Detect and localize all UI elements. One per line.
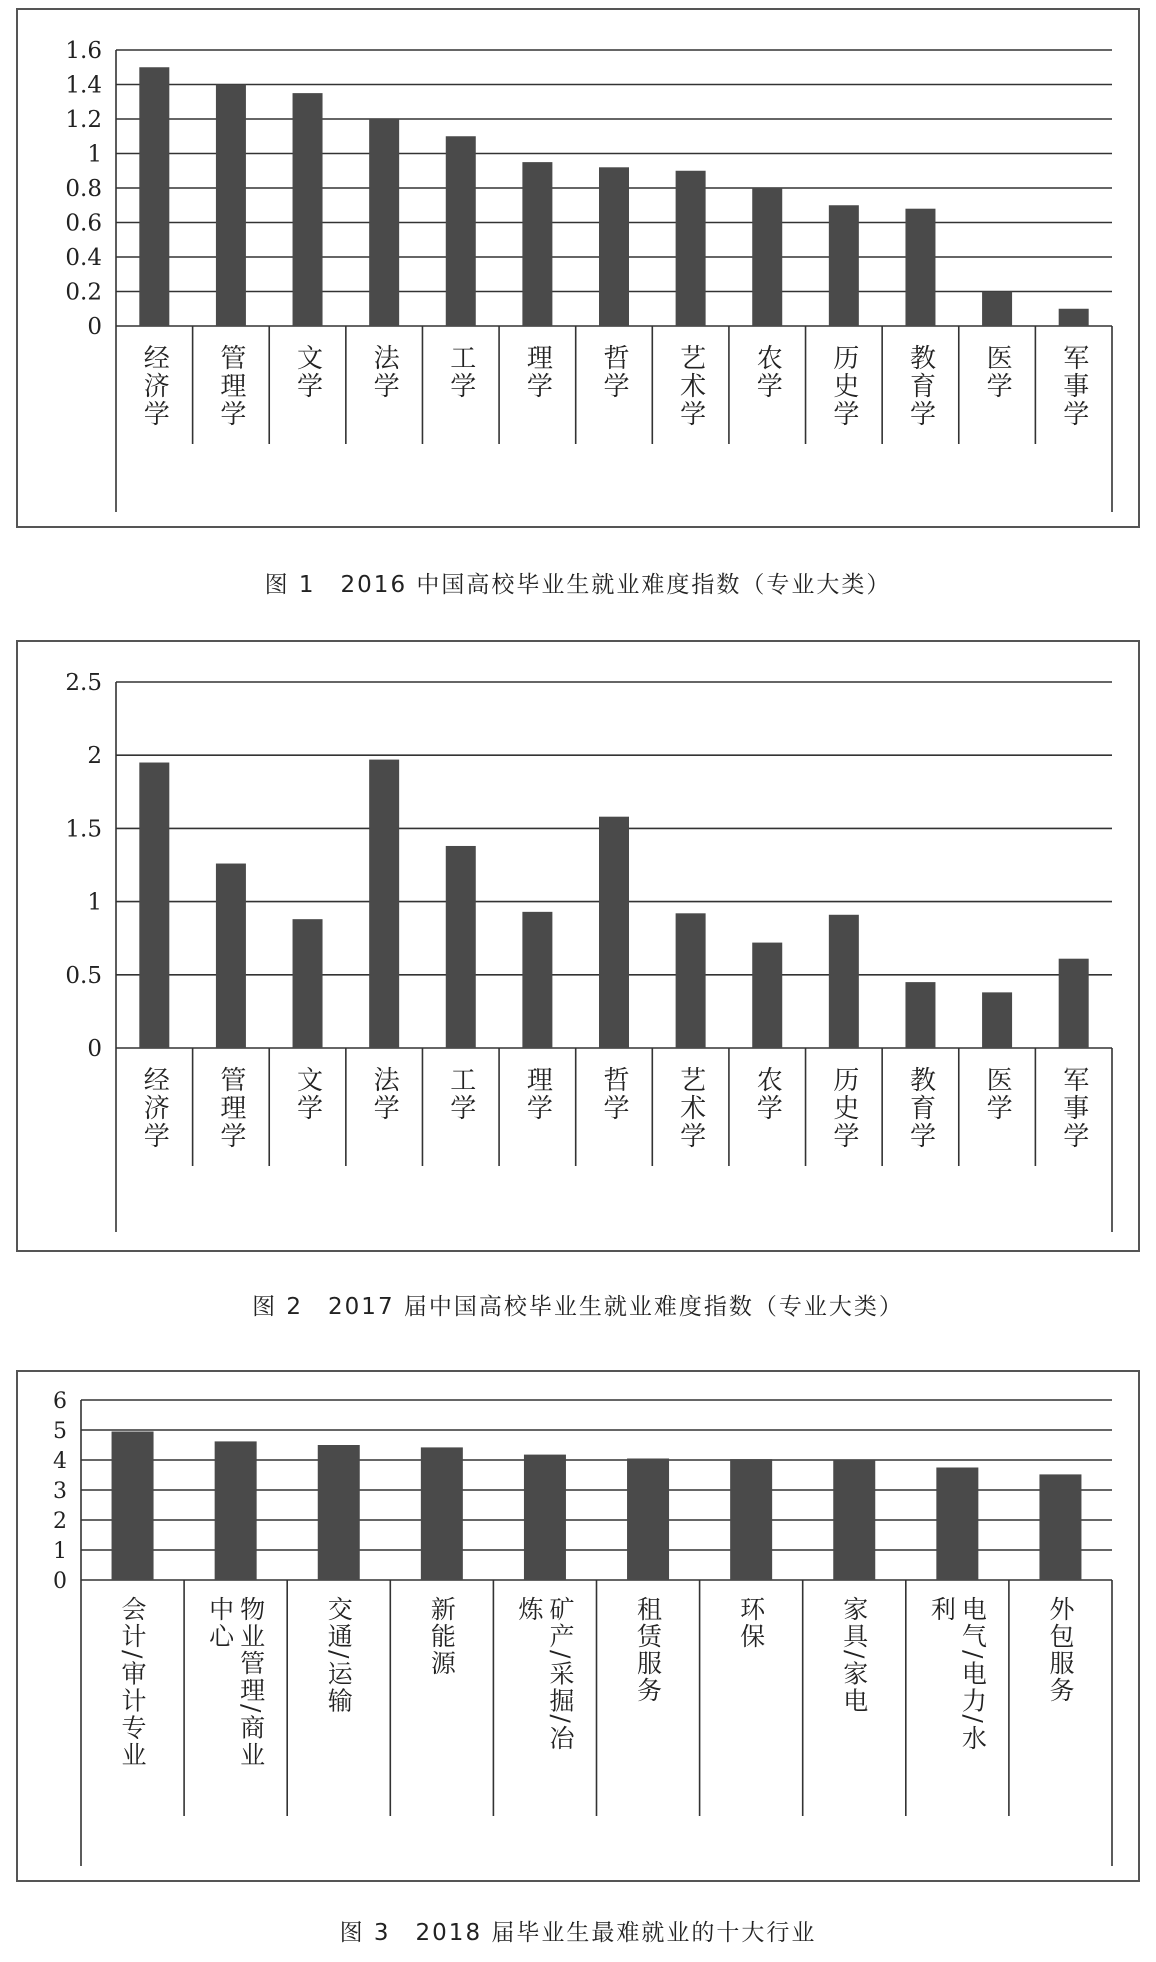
chart-3-category-label: 炼 [514, 1596, 544, 1623]
chart-2-y-tick-label: 1 [87, 889, 102, 916]
chart-2-bar [905, 982, 935, 1048]
chart-2-category-label: 医学 [982, 1066, 1013, 1122]
chart-3-category-label: 利 [927, 1596, 957, 1623]
chart-1-category-label: 工学 [445, 344, 476, 400]
chart-1-bar [446, 136, 476, 326]
chart-3-category-label: 外包服务 [1045, 1596, 1075, 1704]
chart-1-bar [599, 167, 629, 326]
chart-2-y-tick-label: 2.5 [65, 670, 102, 696]
chart-2-bar [599, 817, 629, 1048]
chart-3-bar [833, 1460, 875, 1580]
chart-2-bar [446, 846, 476, 1048]
chart-2-bar [522, 912, 552, 1048]
chart-2-frame [16, 640, 1140, 1252]
chart-1-category-label: 管理学 [215, 344, 246, 428]
chart-1-bar [1059, 309, 1089, 326]
chart-1-category-label: 艺术学 [675, 344, 706, 428]
chart-3-category-label: 环保 [736, 1596, 766, 1650]
chart-2-bar [676, 913, 706, 1048]
chart-3-bar [112, 1432, 154, 1581]
chart-2-bar [1059, 959, 1089, 1048]
chart-2-category-label: 法学 [369, 1066, 400, 1122]
chart-1 [18, 10, 1138, 526]
chart-2 [18, 642, 1138, 1250]
chart-3-frame [16, 1370, 1140, 1882]
chart-1-bar [829, 205, 859, 326]
chart-1-category-label: 历史学 [828, 344, 859, 428]
chart-1-category-label: 经济学 [139, 344, 170, 428]
chart-3-category-label: 租赁服务 [633, 1596, 663, 1704]
chart-2-category-label: 理学 [522, 1066, 553, 1122]
chart-3-y-tick-label: 4 [53, 1449, 67, 1474]
chart-2-category-label: 工学 [445, 1066, 476, 1122]
chart-1-bar [216, 85, 246, 327]
chart-1-y-tick-label: 0.6 [65, 210, 102, 237]
chart-1-bar [982, 292, 1012, 327]
chart-1-y-tick-label: 1.2 [65, 107, 102, 133]
chart-3-bar [318, 1445, 360, 1580]
chart-3-y-tick-label: 1 [53, 1539, 67, 1564]
chart-2-bar [752, 943, 782, 1048]
chart-1-category-label: 理学 [522, 344, 553, 400]
chart-1-y-tick-label: 1 [87, 141, 102, 168]
chart-3-bar [1039, 1474, 1081, 1580]
chart-2-y-tick-label: 1.5 [65, 816, 102, 843]
chart-3-bar [730, 1459, 772, 1580]
chart-1-category-label: 军事学 [1058, 344, 1089, 428]
chart-1-y-tick-label: 1.6 [65, 38, 102, 64]
chart-3-y-tick-label: 3 [53, 1479, 67, 1504]
chart-2-y-tick-label: 0.5 [65, 962, 102, 989]
chart-2-category-label: 管理学 [215, 1066, 246, 1150]
chart-1-y-tick-label: 1.4 [65, 72, 102, 99]
chart-3-y-tick-label: 2 [53, 1509, 67, 1534]
chart-1-y-tick-label: 0.8 [65, 176, 102, 202]
chart-1-bar [676, 171, 706, 326]
chart-2-bar [369, 760, 399, 1048]
chart-2-category-label: 农学 [752, 1066, 783, 1122]
chart-3-category-label: 新能源 [427, 1596, 457, 1677]
chart-2-y-tick-label: 0 [87, 1036, 102, 1062]
chart-3-bar [215, 1441, 257, 1580]
chart-2-category-label: 军事学 [1058, 1066, 1089, 1150]
chart-3-bar [627, 1459, 669, 1581]
chart-1-bar [752, 188, 782, 326]
chart-1-category-label: 文学 [292, 344, 323, 400]
chart-2-caption: 图 2 2017 届中国高校毕业生就业难度指数（专业大类） [252, 1294, 904, 1320]
chart-3-y-tick-label: 6 [53, 1389, 67, 1414]
chart-1-bar [369, 119, 399, 326]
chart-2-y-tick-label: 2 [87, 743, 102, 770]
chart-3 [18, 1372, 1138, 1880]
chart-2-bar [829, 915, 859, 1048]
chart-3-bar [421, 1447, 463, 1580]
chart-3-category-label: 电气/电力/水 [958, 1596, 988, 1752]
chart-1-bar [139, 67, 169, 326]
chart-3-category-label: 矿产/采掘/冶 [545, 1596, 575, 1752]
chart-3-caption: 图 3 2018 届毕业生最难就业的十大行业 [339, 1920, 817, 1946]
chart-1-category-label: 医学 [982, 344, 1013, 400]
chart-3-bar [936, 1468, 978, 1581]
chart-1-category-label: 哲学 [599, 344, 629, 400]
chart-1-bar [905, 209, 935, 326]
chart-2-bar [139, 763, 169, 1048]
chart-1-y-tick-label: 0 [87, 314, 102, 340]
chart-2-category-label: 哲学 [599, 1066, 629, 1122]
chart-2-bar [293, 919, 323, 1048]
chart-2-bar [982, 992, 1012, 1048]
chart-2-category-label: 文学 [292, 1066, 323, 1122]
chart-2-category-label: 艺术学 [675, 1066, 706, 1150]
chart-1-category-label: 法学 [369, 344, 400, 400]
chart-3-category-label: 交通/运输 [324, 1596, 354, 1715]
chart-3-category-label: 中心 [205, 1596, 235, 1650]
chart-1-category-label: 农学 [752, 344, 783, 400]
chart-3-category-label: 会计/审计专业 [118, 1596, 148, 1769]
chart-1-y-tick-label: 0.2 [65, 279, 102, 306]
chart-2-category-label: 经济学 [139, 1066, 170, 1150]
chart-3-bar [524, 1455, 566, 1580]
chart-3-y-tick-label: 0 [53, 1569, 67, 1594]
chart-1-bar [293, 93, 323, 326]
chart-1-category-label: 教育学 [905, 344, 936, 428]
chart-1-caption: 图 1 2016 中国高校毕业生就业难度指数（专业大类） [264, 572, 892, 598]
chart-3-y-tick-label: 5 [53, 1419, 67, 1444]
chart-1-bar [522, 162, 552, 326]
chart-3-category-label: 家具/家电 [839, 1596, 869, 1715]
chart-2-category-label: 历史学 [828, 1066, 859, 1150]
chart-3-category-label: 物业管理/商业 [236, 1596, 266, 1769]
chart-1-y-tick-label: 0.4 [65, 245, 102, 271]
chart-1-frame [16, 8, 1140, 528]
chart-2-bar [216, 864, 246, 1048]
chart-2-category-label: 教育学 [905, 1066, 936, 1150]
